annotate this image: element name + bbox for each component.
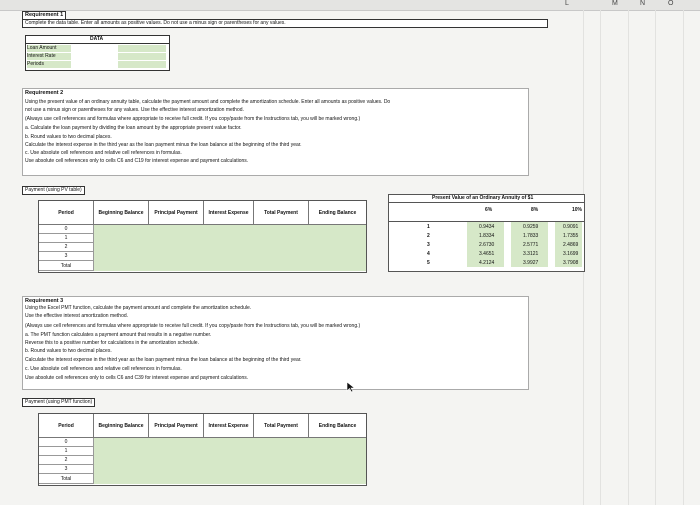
periods-label: Periods [27, 61, 71, 68]
gridline [600, 10, 601, 505]
pv-value: 3.1699 [563, 251, 579, 257]
pv-value: 1.8334 [479, 233, 495, 239]
pv-period: 4 [427, 251, 430, 257]
req1-title: Requirement 1 [22, 11, 66, 20]
period-total-cell: Total [39, 474, 94, 484]
column-header-l[interactable]: L [565, 0, 569, 7]
pv-value: 2.6730 [479, 242, 495, 248]
req3-title: Requirement 3 [25, 298, 64, 304]
req2-line: Use absolute cell references only to cells C6 and C19 for interest expense and payment calculations. [25, 158, 249, 164]
req2-line: not use a minus sign or parentheses for any values. Use the effective interest amortization method. [25, 107, 244, 113]
req2-line: a. Calculate the loan payment by dividing the loan amount by the appropriate present value factor. [25, 125, 242, 131]
period-cell: 0 [39, 225, 94, 234]
pv-value: 4.2124 [479, 260, 495, 266]
pv-table-title: Present Value of an Ordinary Annuity of $1 [432, 195, 534, 201]
col-total-payment: Total Payment [254, 201, 309, 225]
req2-line: (Always use cell references and formulas where appropriate to receive full credit. If you copy/paste from the Instructions tab, you will be marked wrong.) [25, 116, 361, 122]
column-header-n[interactable]: N [640, 0, 646, 7]
req3-line: (Always use cell references and formulas where appropriate to receive full credit. If you copy/paste from the Instructions tab, you will be marked wrong.) [25, 323, 361, 329]
gridline [628, 10, 629, 505]
pv-period: 2 [427, 233, 430, 239]
req2-table-label: Payment (using PV table) [22, 186, 85, 195]
col-beginning-balance: Beginning Balance [94, 201, 149, 225]
req3-line: Use the effective interest amortization method. [25, 313, 129, 319]
pv-value: 3.3121 [523, 251, 539, 257]
req3-line: Using the Excel PMT function, calculate the payment amount and complete the amortization schedule. [25, 305, 252, 311]
req3-block [22, 296, 529, 390]
req2-line: b. Round values to two decimal places. [25, 134, 112, 140]
period-cell: 2 [39, 243, 94, 252]
col-interest-expense: Interest Expense [204, 201, 254, 225]
period-cell: 3 [39, 252, 94, 261]
pv-value: 0.9091 [563, 224, 579, 230]
col-period: Period [39, 201, 94, 225]
req3-table-label: Payment (using PMT function) [22, 398, 95, 407]
column-header-m[interactable]: M [612, 0, 618, 7]
pv-value: 3.7908 [563, 260, 579, 266]
pv-value: 3.9927 [523, 260, 539, 266]
col-beginning-balance: Beginning Balance [94, 414, 149, 438]
loan-amount-label: Loan Amount [27, 45, 71, 52]
pv-value: 0.9259 [523, 224, 539, 230]
req3-line: c. Use absolute cell references and relative cell references in formulas. [25, 366, 182, 372]
col-total-payment: Total Payment [254, 414, 309, 438]
period-cell: 1 [39, 447, 94, 456]
period-cell: 0 [39, 438, 94, 447]
req2-line: Calculate the interest expense in the third year as the loan payment minus the loan balance at the beginning of the third year. [25, 142, 302, 148]
req3-line: Reverse this to a positive number for calculations in the amortization schedule. [25, 340, 199, 346]
pv-period: 1 [427, 224, 430, 230]
req2-line: c. Use absolute cell references and relative cell references in formulas. [25, 150, 182, 156]
rate-6: 6% [485, 207, 493, 213]
pv-table [388, 194, 585, 272]
pv-period: 3 [427, 242, 430, 248]
rate-8: 8% [531, 207, 539, 213]
column-header-bar [0, 0, 700, 11]
col-period: Period [39, 414, 94, 438]
rate-10: 10% [572, 207, 583, 213]
col-principal-payment: Principal Payment [149, 414, 204, 438]
pv-value: 1.7833 [523, 233, 539, 239]
pv-period: 5 [427, 260, 430, 266]
col-ending-balance: Ending Balance [309, 201, 366, 225]
pv-value: 0.9434 [479, 224, 495, 230]
pv-value: 3.4651 [479, 251, 495, 257]
mouse-pointer-icon [346, 381, 356, 393]
req3-line: a. The PMT function calculates a payment amount that results in a negative number. [25, 332, 212, 338]
req1-instruction: Complete the data table. Enter all amounts as positive values. Do not use a minus sign or parentheses for any values. [22, 19, 548, 28]
pv-value: 2.4869 [563, 242, 579, 248]
col-interest-expense: Interest Expense [204, 414, 254, 438]
loan-amount-input[interactable] [118, 45, 166, 52]
period-cell: 3 [39, 465, 94, 474]
req3-line: Use absolute cell references only to cells C6 and C39 for interest expense and payment calculations. [25, 375, 249, 381]
req3-line: b. Round values to two decimal places. [25, 348, 112, 354]
req3-amortization-table [38, 413, 367, 486]
period-cell: 1 [39, 234, 94, 243]
req3-line: Calculate the interest expense in the third year as the loan payment minus the loan balance at the beginning of the third year. [25, 357, 302, 363]
req2-line: Using the present value of an ordinary annuity table, calculate the payment amount and complete the amortization schedule. Enter all amounts as positive values. Do [25, 99, 391, 105]
pv-value: 1.7355 [563, 233, 579, 239]
period-cell: 2 [39, 456, 94, 465]
req2-input-grid[interactable] [94, 225, 366, 271]
data-header: DATA [90, 36, 104, 42]
req2-block [22, 88, 529, 176]
pv-value: 2.5771 [523, 242, 539, 248]
col-principal-payment: Principal Payment [149, 201, 204, 225]
req2-title: Requirement 2 [25, 90, 64, 96]
periods-input[interactable] [118, 61, 166, 68]
gridline [683, 10, 684, 505]
column-header-o[interactable]: O [668, 0, 674, 7]
req3-input-grid[interactable] [94, 438, 366, 484]
gridline [655, 10, 656, 505]
interest-rate-label: Interest Rate [27, 53, 71, 60]
req1-data-table [25, 35, 170, 71]
interest-rate-input[interactable] [118, 53, 166, 60]
period-total-cell: Total [39, 261, 94, 271]
col-ending-balance: Ending Balance [309, 414, 366, 438]
req2-amortization-table [38, 200, 367, 273]
